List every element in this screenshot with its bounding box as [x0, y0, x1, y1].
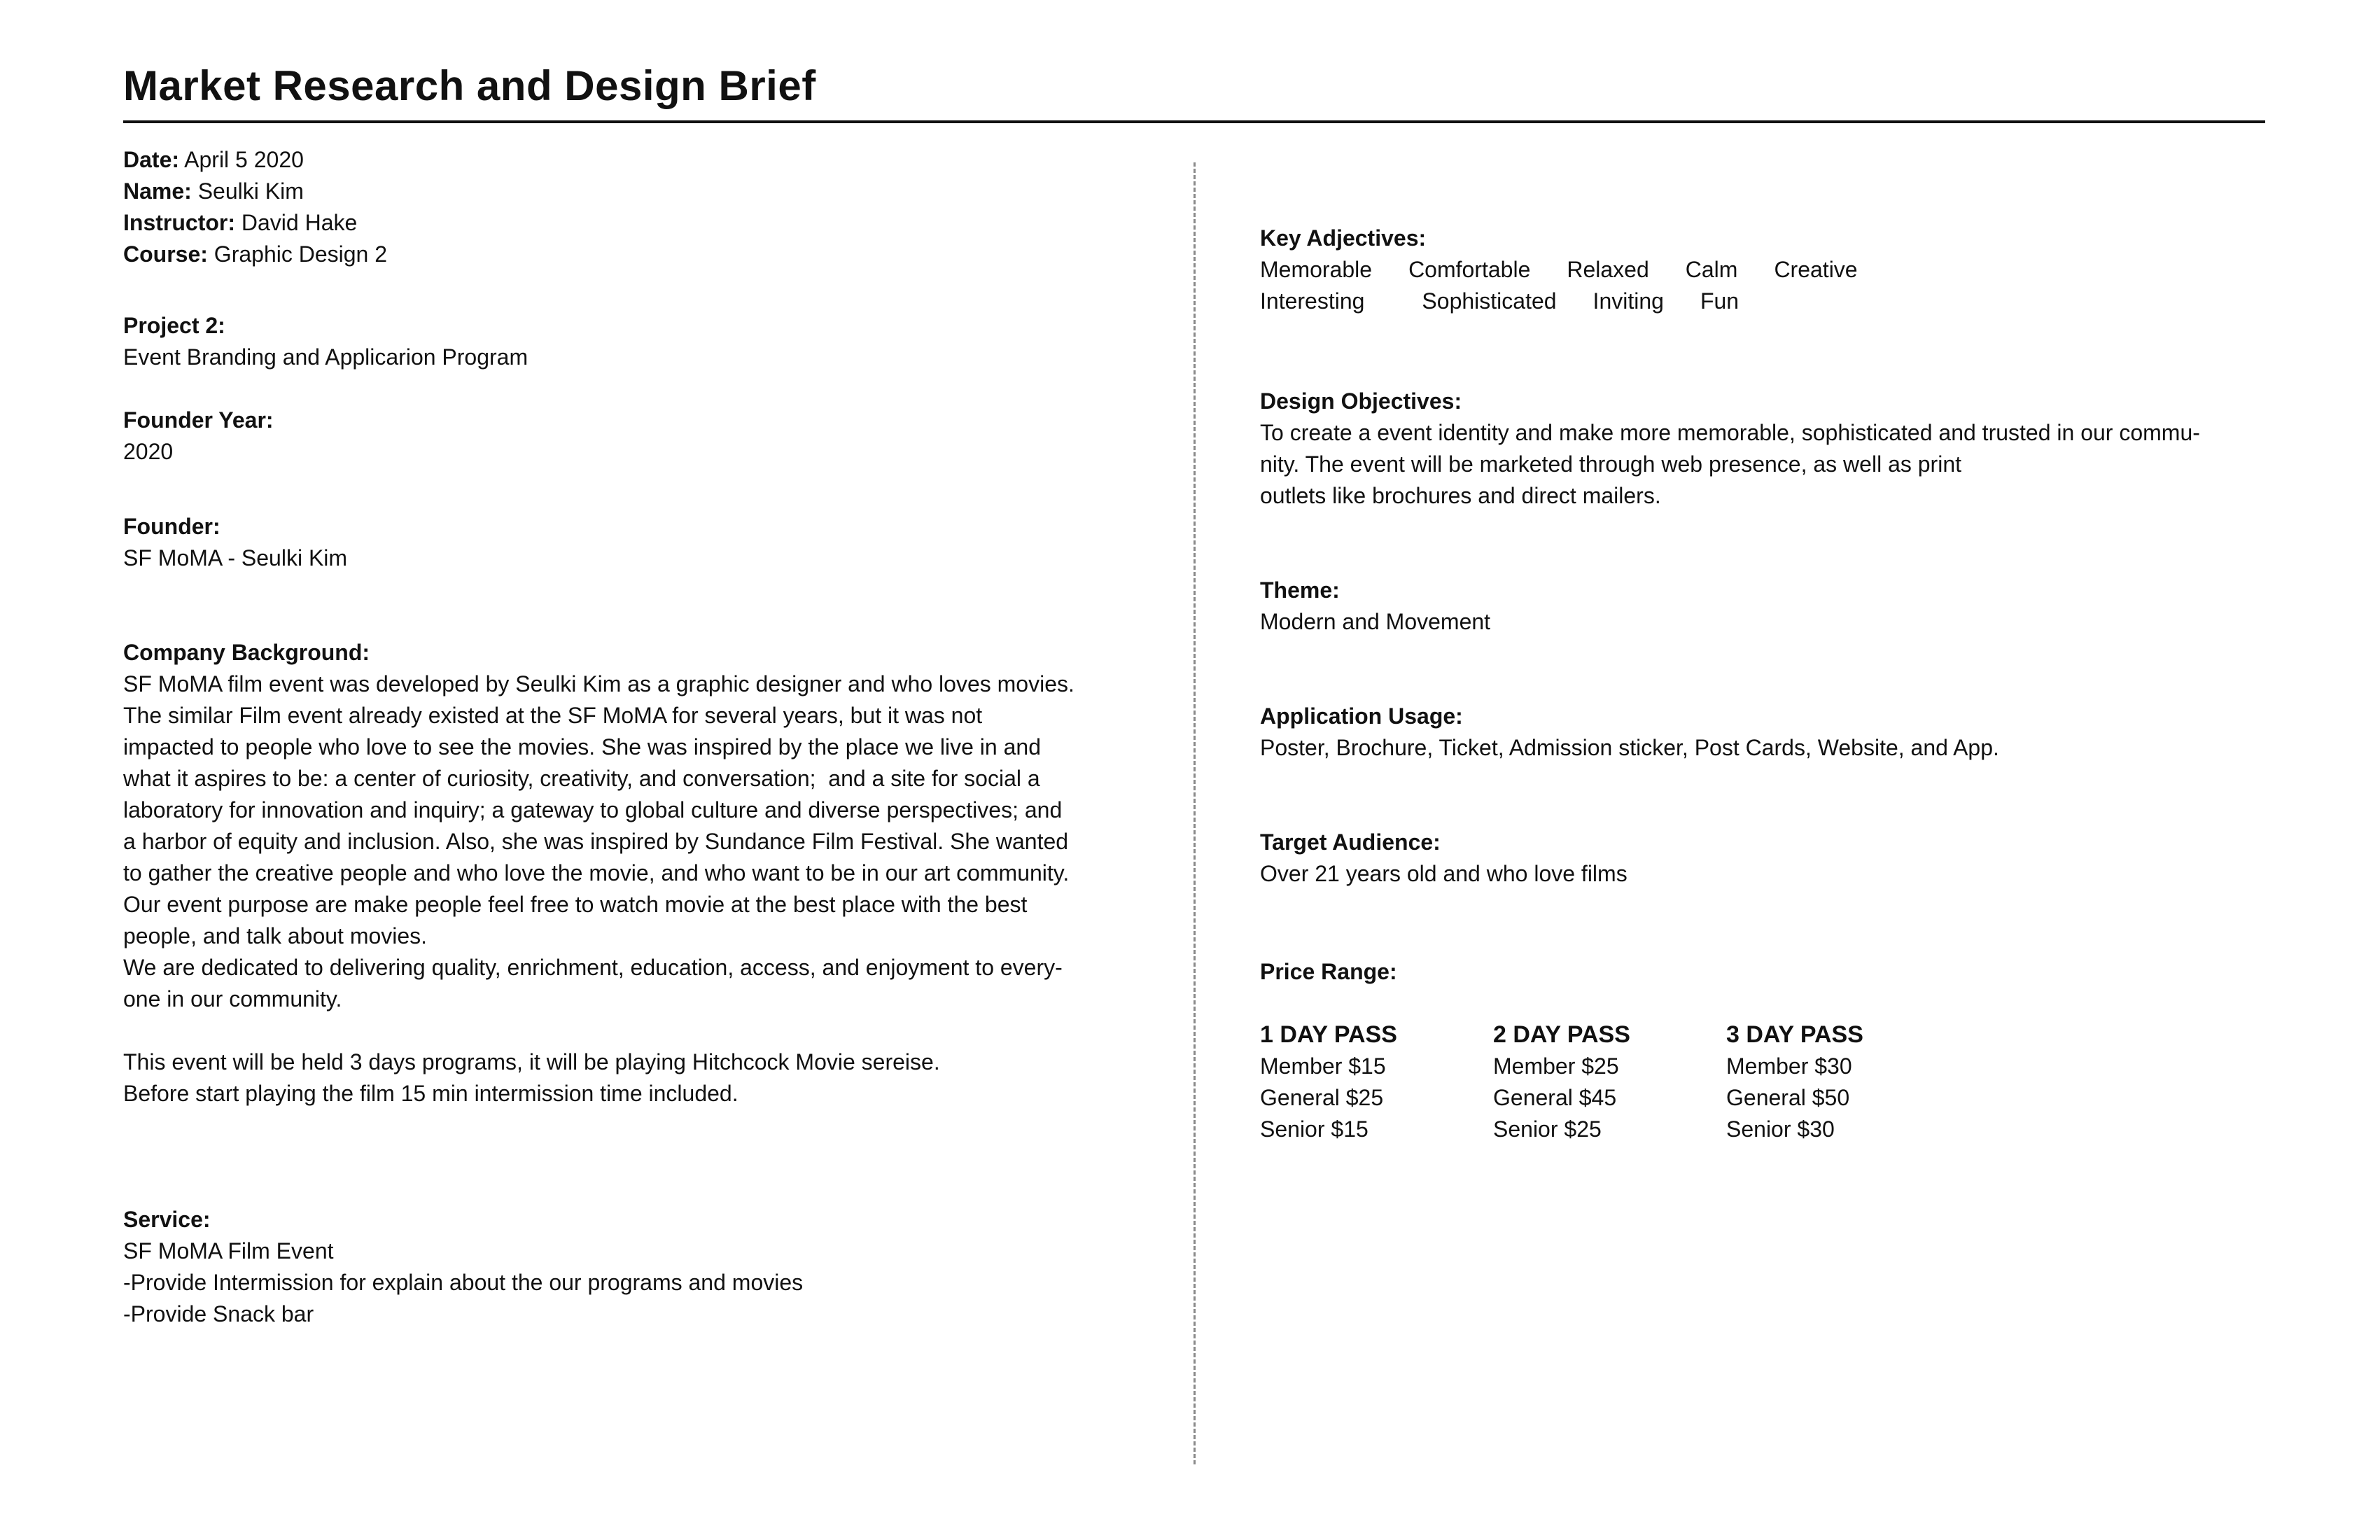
pass-title: 1 DAY PASS	[1260, 1021, 1397, 1048]
adjective: Memorable	[1260, 257, 1373, 282]
instructor-value: David Hake	[235, 210, 358, 235]
adjective: Sophisticated	[1422, 288, 1557, 314]
date-value: April 5 2020	[179, 147, 304, 172]
design-objectives-text: To create a event identity and make more memorable, sophisticated and trusted in our commu- nity. The event will be marketed through web presence, as well as print outlets like brochures and direct mailers.	[1260, 420, 2200, 508]
column-divider	[1194, 162, 1196, 1464]
company-background-text: SF MoMA film event was developed by Seulki Kim as a graphic designer and who loves movies. The similar Film event already existed at the SF MoMA for several years, but it was not impacted to people who love to see the movies. She was inspired by the place we live in and what it aspires to be: a center of curiosity, creativity, and conversation; and a site for social a laboratory for innovation and inquiry; a gateway to global culture and diverse perspectives; and a harbor of equity and inclusion. Also, she was inspired by Sundance Film Festival. She wanted to gather the creative people and who love the movie, and who want to be in our art community. Our event purpose are make people feel free to watch movie at the best place with the best people, and talk about movies. We are dedicated to delivering quality, enrichment, education, access, and enjoyment to every- one in our community.	[123, 671, 1074, 1011]
adjective: Creative	[1774, 257, 1858, 282]
pass-column	[1260, 1019, 1493, 1145]
application-usage-heading: Application Usage:	[1260, 704, 1463, 729]
instructor-label: Instructor:	[123, 210, 235, 235]
price-range-heading: Price Range:	[1260, 959, 1397, 984]
target-audience-heading: Target Audience:	[1260, 830, 1441, 855]
service-section	[123, 1204, 1145, 1330]
founder-year-heading: Founder Year:	[123, 407, 274, 433]
course-label: Course:	[123, 241, 208, 267]
target-audience-text: Over 21 years old and who love films	[1260, 861, 1628, 886]
right-column	[1260, 223, 2268, 1145]
info-block	[123, 144, 1145, 270]
name-row	[123, 176, 1145, 207]
page-title: Market Research and Design Brief	[123, 62, 816, 109]
founder-section	[123, 511, 1145, 574]
price-range-section	[1260, 956, 2268, 1145]
key-adjectives-section	[1260, 223, 2268, 317]
name-value: Seulki Kim	[191, 178, 304, 204]
adjective: Calm	[1685, 257, 1738, 282]
founder-year-section	[123, 405, 1145, 468]
founder-year-text: 2020	[123, 439, 174, 464]
pass-senior-price: Senior $30	[1726, 1116, 1835, 1142]
adjective: Fun	[1700, 288, 1740, 314]
adjectives-line-1	[1260, 254, 2268, 286]
pass-general-price: General $25	[1260, 1085, 1384, 1110]
theme-section	[1260, 575, 2268, 638]
service-line: SF MoMA Film Event	[123, 1238, 334, 1264]
service-line: -Provide Snack bar	[123, 1301, 314, 1326]
pass-senior-price: Senior $25	[1493, 1116, 1602, 1142]
project-heading: Project 2:	[123, 313, 225, 338]
pass-member-price: Member $15	[1260, 1054, 1386, 1079]
target-audience-section	[1260, 827, 2268, 890]
pass-senior-price: Senior $15	[1260, 1116, 1368, 1142]
service-heading: Service:	[123, 1207, 211, 1232]
adjective: Interesting	[1260, 288, 1365, 314]
pass-general-price: General $45	[1493, 1085, 1617, 1110]
pass-title: 2 DAY PASS	[1493, 1021, 1630, 1048]
theme-heading: Theme:	[1260, 578, 1340, 603]
name-label: Name:	[123, 178, 192, 204]
date-label: Date:	[123, 147, 180, 172]
left-column	[123, 144, 1145, 1330]
pass-column	[1493, 1019, 1726, 1145]
pass-table	[1260, 1019, 2268, 1145]
pass-column	[1726, 1019, 1959, 1145]
design-objectives-heading: Design Objectives:	[1260, 388, 1462, 414]
adjectives-line-2	[1260, 286, 2268, 317]
adjective: Comfortable	[1408, 257, 1531, 282]
founder-text: SF MoMA - Seulki Kim	[123, 545, 348, 570]
date-row	[123, 144, 1145, 176]
key-adjectives-heading: Key Adjectives:	[1260, 225, 1427, 251]
event-description-text: This event will be held 3 days programs, it will be playing Hitchcock Movie sereise. Before start playing the film 15 min intermission time included.	[123, 1049, 940, 1106]
company-background-heading: Company Background:	[123, 640, 370, 665]
adjective: Relaxed	[1567, 257, 1649, 282]
pass-member-price: Member $30	[1726, 1054, 1852, 1079]
instructor-row	[123, 207, 1145, 239]
design-objectives-section	[1260, 386, 2268, 512]
company-background-section	[123, 637, 1145, 1110]
theme-text: Modern and Movement	[1260, 609, 1491, 634]
pass-general-price: General $50	[1726, 1085, 1850, 1110]
course-row	[123, 239, 1145, 270]
project-text: Event Branding and Applicarion Program	[123, 344, 528, 370]
application-usage-text: Poster, Brochure, Ticket, Admission sticker, Post Cards, Website, and App.	[1260, 735, 1999, 760]
title-rule	[123, 120, 2265, 123]
service-line: -Provide Intermission for explain about the our programs and movies	[123, 1270, 804, 1295]
project-section	[123, 310, 1145, 373]
course-value: Graphic Design 2	[207, 241, 388, 267]
pass-member-price: Member $25	[1493, 1054, 1619, 1079]
application-usage-section	[1260, 701, 2268, 764]
founder-heading: Founder:	[123, 514, 220, 539]
adjective: Inviting	[1592, 288, 1664, 314]
pass-title: 3 DAY PASS	[1726, 1021, 1863, 1048]
